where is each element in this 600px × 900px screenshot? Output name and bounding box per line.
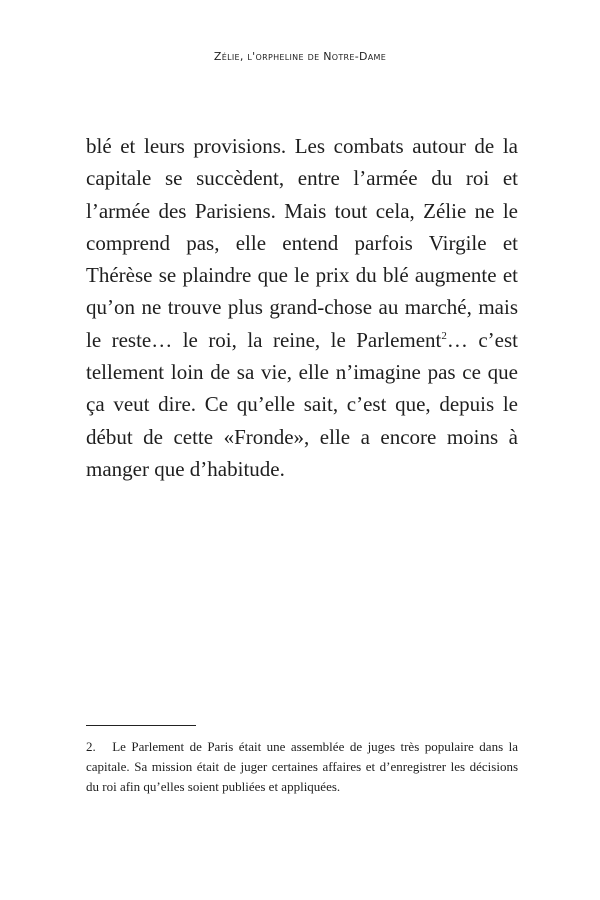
body-paragraph xyxy=(86,130,518,485)
body-text-part-2: … c’est tellement loin de sa vie, elle n’imagine pas ce que ça veut dire. Ce qu’elle sait, c’est que, depuis le début de cette «Fronde», elle a encore moins à manger que d’habitude. xyxy=(86,327,518,481)
body-text xyxy=(86,130,518,485)
footnote-number: 2. xyxy=(86,739,96,754)
footnote-text: Le Parlement de Paris était une assemblée de juges très populaire dans la capitale. Sa mission était de juger certaines affaires et d’enregistrer les décisions du roi afin qu’elles soient publiées et appliquées. xyxy=(86,739,519,794)
footnote-reference: 2 xyxy=(441,329,447,342)
running-head: Zélie, l'orpheline de Notre-Dame xyxy=(213,50,387,63)
footnote xyxy=(86,737,518,797)
footnote-divider xyxy=(86,725,196,726)
footnote-paragraph xyxy=(86,737,518,797)
body-text-part-1: blé et leurs provisions. Les combats autour de la capitale se succèdent, entre l’armée du roi et l’armée des Parisiens. Mais tout cela, Zélie ne le comprend pas, elle entend parfois Virgile et Thérèse se plaindre que le prix du blé augmente et qu’on ne trouve plus grand-chose au marché, mais le reste… le roi, la reine, le Parlement xyxy=(86,134,518,352)
